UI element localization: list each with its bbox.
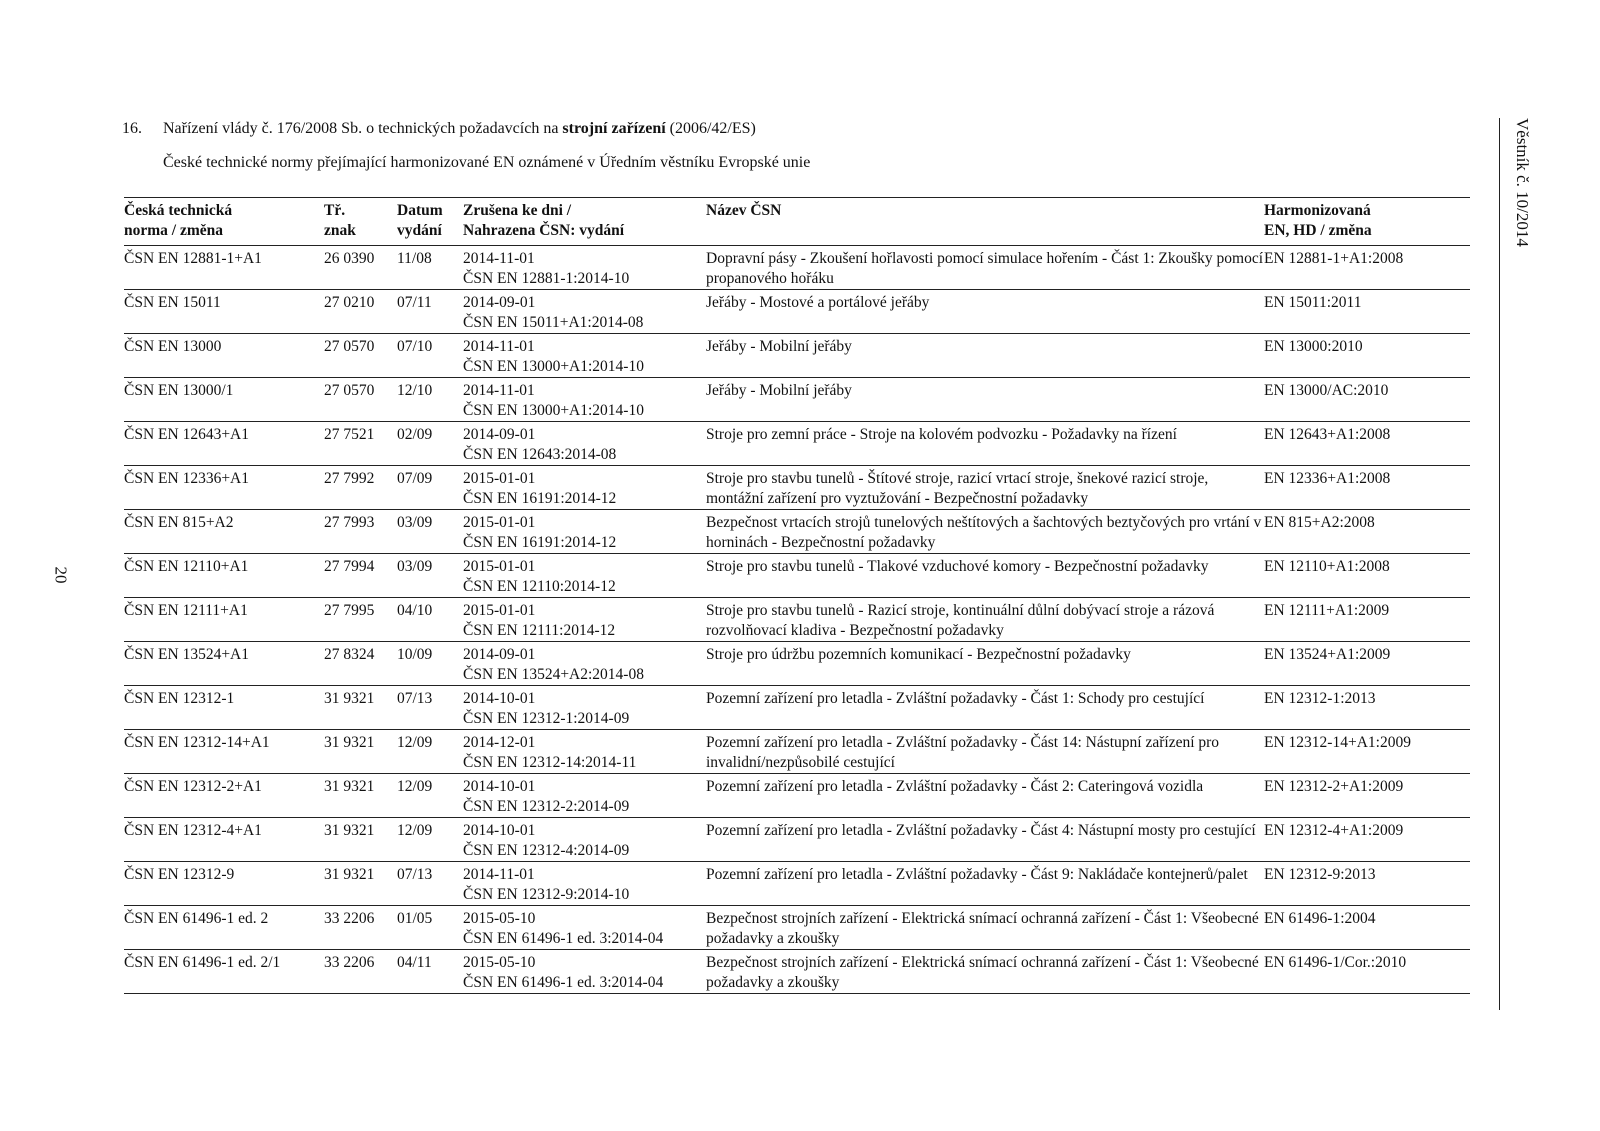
norm-cell: ČSN EN 12110+A1 — [124, 558, 249, 575]
title-cell: Pozemní zařízení pro letadla - Zvláštní požadavky - Část 2: Cateringová vozidla — [706, 778, 1204, 795]
harmonized-cell: EN 12336+A1:2008 — [1264, 470, 1391, 487]
class-cell: 27 7994 — [324, 558, 375, 575]
table-row — [124, 598, 1470, 642]
norm-cell: ČSN EN 12881-1+A1 — [124, 250, 262, 267]
replacement-cell: 2015-01-01 ČSN EN 12110:2014-12 — [463, 558, 616, 595]
harmonized-cell: EN 13524+A1:2009 — [1264, 646, 1391, 663]
class-cell: 27 7521 — [324, 426, 375, 443]
replacement-cell: 2014-09-01 ČSN EN 15011+A1:2014-08 — [463, 294, 644, 331]
harmonized-cell: EN 12312-14+A1:2009 — [1264, 734, 1411, 751]
class-cell: 33 2206 — [324, 954, 375, 971]
replacement-cell: 2014-10-01 ČSN EN 12312-1:2014-09 — [463, 690, 630, 727]
norm-cell: ČSN EN 13000/1 — [124, 382, 234, 399]
norm-cell: ČSN EN 815+A2 — [124, 514, 234, 531]
replacement-cell: 2015-01-01 ČSN EN 16191:2014-12 — [463, 514, 617, 551]
table-row — [124, 862, 1470, 906]
date-cell: 07/11 — [397, 294, 432, 311]
title-cell: Stroje pro stavbu tunelů - Tlakové vzduchové komory - Bezpečnostní požadavky — [706, 558, 1209, 575]
harmonized-cell: EN 13000:2010 — [1264, 338, 1363, 355]
date-cell: 07/13 — [397, 690, 433, 707]
page-number: 20 — [51, 566, 71, 584]
replacement-cell: 2014-09-01 ČSN EN 12643:2014-08 — [463, 426, 617, 463]
norm-cell: ČSN EN 12336+A1 — [124, 470, 249, 487]
table-row — [124, 466, 1470, 510]
table-row — [124, 554, 1470, 598]
norm-cell: ČSN EN 12111+A1 — [124, 602, 248, 619]
date-cell: 10/09 — [397, 646, 433, 663]
harmonized-cell: EN 12312-1:2013 — [1264, 690, 1376, 707]
date-cell: 01/05 — [397, 910, 433, 927]
date-cell: 03/09 — [397, 514, 433, 531]
col-header-norm: Česká technická norma / změna — [124, 202, 233, 239]
side-rule — [1499, 118, 1500, 1010]
title-cell: Jeřáby - Mobilní jeřáby — [706, 338, 852, 355]
norm-cell: ČSN EN 15011 — [124, 294, 221, 311]
class-cell: 31 9321 — [324, 822, 375, 839]
replacement-cell: 2015-05-10 ČSN EN 61496-1 ed. 3:2014-04 — [463, 910, 664, 947]
harmonized-cell: EN 15011:2011 — [1264, 294, 1362, 311]
title-cell: Pozemní zařízení pro letadla - Zvláštní požadavky - Část 4: Nástupní mosty pro cestující — [706, 822, 1256, 839]
class-cell: 27 0570 — [324, 338, 375, 355]
date-cell: 12/09 — [397, 822, 433, 839]
replacement-cell: 2014-11-01 ČSN EN 12881-1:2014-10 — [463, 250, 630, 287]
date-cell: 07/10 — [397, 338, 433, 355]
table-row — [124, 246, 1470, 290]
table-row — [124, 906, 1470, 950]
harmonized-cell: EN 12110+A1:2008 — [1264, 558, 1390, 575]
date-cell: 03/09 — [397, 558, 433, 575]
table-row — [124, 730, 1470, 774]
class-cell: 27 7995 — [324, 602, 375, 619]
section-subheading: České technické normy přejímající harmonizované EN oznámené v Úředním věstníku Evropské unie — [163, 154, 811, 171]
class-cell: 27 7992 — [324, 470, 375, 487]
norm-cell: ČSN EN 61496-1 ed. 2 — [124, 910, 269, 927]
class-cell: 27 0210 — [324, 294, 375, 311]
norm-cell: ČSN EN 12643+A1 — [124, 426, 249, 443]
table-row — [124, 818, 1470, 862]
title-cell: Pozemní zařízení pro letadla - Zvláštní požadavky - Část 14: Nástupní zařízení pro invalidní/nezpůsobilé cestující — [706, 734, 1220, 771]
table-header-row — [124, 198, 1470, 246]
replacement-cell: 2014-10-01 ČSN EN 12312-2:2014-09 — [463, 778, 630, 815]
title-cell: Dopravní pásy - Zkoušení hořlavosti pomocí simulace hořením - Část 1: Zkoušky pomocí propanového hořáku — [706, 250, 1264, 287]
table-row — [124, 422, 1470, 466]
norm-cell: ČSN EN 13524+A1 — [124, 646, 249, 663]
harmonized-cell: EN 12111+A1:2009 — [1264, 602, 1390, 619]
class-cell: 27 0570 — [324, 382, 375, 399]
date-cell: 07/13 — [397, 866, 433, 883]
replacement-cell: 2015-01-01 ČSN EN 12111:2014-12 — [463, 602, 616, 639]
class-cell: 33 2206 — [324, 910, 375, 927]
section-number: 16. — [122, 120, 142, 137]
title-cell: Jeřáby - Mostové a portálové jeřáby — [706, 294, 930, 311]
date-cell: 11/08 — [397, 250, 432, 267]
table-row — [124, 334, 1470, 378]
date-cell: 07/09 — [397, 470, 433, 487]
col-header-class: Tř. znak — [324, 202, 356, 239]
replacement-cell: 2014-09-01 ČSN EN 13524+A2:2014-08 — [463, 646, 644, 683]
replacement-cell: 2015-05-10 ČSN EN 61496-1 ed. 3:2014-04 — [463, 954, 664, 991]
col-header-title: Název ČSN — [706, 202, 782, 219]
norm-cell: ČSN EN 61496-1 ed. 2/1 — [124, 954, 281, 971]
replacement-cell: 2014-11-01 ČSN EN 12312-9:2014-10 — [463, 866, 630, 903]
title-cell: Jeřáby - Mobilní jeřáby — [706, 382, 852, 399]
col-header-replacement: Zrušena ke dni / Nahrazena ČSN: vydání — [463, 202, 625, 239]
replacement-cell: 2014-10-01 ČSN EN 12312-4:2014-09 — [463, 822, 630, 859]
date-cell: 12/10 — [397, 382, 433, 399]
title-cell: Bezpečnost strojních zařízení - Elektrická snímací ochranná zařízení - Část 1: Všeobecné požadavky a zkoušky — [706, 954, 1259, 991]
title-cell: Bezpečnost vrtacích strojů tunelových neštítových a šachtových beztyčových pro vrtání v horninách - Bezpečnostní požadavky — [706, 514, 1262, 551]
heading-text: Nařízení vlády č. 176/2008 Sb. o technických požadavcích na — [163, 120, 559, 137]
title-cell: Stroje pro údržbu pozemních komunikací - Bezpečnostní požadavky — [706, 646, 1131, 663]
replacement-cell: 2014-11-01 ČSN EN 13000+A1:2014-10 — [463, 382, 644, 419]
class-cell: 31 9321 — [324, 778, 375, 795]
col-header-date: Datum vydání — [397, 202, 443, 239]
table-row — [124, 378, 1470, 422]
class-cell: 31 9321 — [324, 866, 375, 883]
table-row — [124, 950, 1470, 994]
replacement-cell: 2014-12-01 ČSN EN 12312-14:2014-11 — [463, 734, 637, 771]
date-cell: 02/09 — [397, 426, 433, 443]
norm-cell: ČSN EN 12312-1 — [124, 690, 235, 707]
harmonized-cell: EN 815+A2:2008 — [1264, 514, 1375, 531]
class-cell: 27 7993 — [324, 514, 375, 531]
col-header-harmonized: Harmonizovaná EN, HD / změna — [1264, 202, 1372, 239]
harmonized-cell: EN 12312-2+A1:2009 — [1264, 778, 1404, 795]
norm-cell: ČSN EN 12312-14+A1 — [124, 734, 270, 751]
table-row — [124, 774, 1470, 818]
table-row — [124, 510, 1470, 554]
date-cell: 04/11 — [397, 954, 432, 971]
class-cell: 31 9321 — [324, 734, 375, 751]
title-cell: Pozemní zařízení pro letadla - Zvláštní požadavky - Část 1: Schody pro cestující — [706, 690, 1205, 707]
norm-cell: ČSN EN 12312-9 — [124, 866, 235, 883]
harmonized-cell: EN 12312-9:2013 — [1264, 866, 1376, 883]
replacement-cell: 2015-01-01 ČSN EN 16191:2014-12 — [463, 470, 617, 507]
harmonized-cell: EN 12881-1+A1:2008 — [1264, 250, 1404, 267]
title-cell: Stroje pro stavbu tunelů - Razicí stroje, kontinuální důlní dobývací stroje a rázová rozvolňovací kladiva - Bezpečnostní požadavky — [706, 602, 1215, 639]
norm-cell: ČSN EN 12312-4+A1 — [124, 822, 262, 839]
heading-directive: (2006/42/ES) — [669, 120, 756, 137]
norm-cell: ČSN EN 13000 — [124, 338, 222, 355]
table-row — [124, 686, 1470, 730]
harmonized-cell: EN 61496-1/Cor.:2010 — [1264, 954, 1407, 971]
section-heading — [122, 120, 756, 138]
standards-table — [124, 197, 1470, 994]
table-row — [124, 290, 1470, 334]
replacement-cell: 2014-11-01 ČSN EN 13000+A1:2014-10 — [463, 338, 644, 375]
date-cell: 12/09 — [397, 778, 433, 795]
table-row — [124, 642, 1470, 686]
title-cell: Bezpečnost strojních zařízení - Elektrická snímací ochranná zařízení - Část 1: Všeobecné požadavky a zkoušky — [706, 910, 1259, 947]
date-cell: 04/10 — [397, 602, 433, 619]
harmonized-cell: EN 13000/AC:2010 — [1264, 382, 1389, 399]
class-cell: 26 0390 — [324, 250, 375, 267]
title-cell: Stroje pro stavbu tunelů - Štítové stroje, razicí vrtací stroje, šnekové razicí stroje, montážní zařízení pro vyztužování - Bezpečnostní požadavky — [706, 470, 1209, 507]
norm-cell: ČSN EN 12312-2+A1 — [124, 778, 262, 795]
harmonized-cell: EN 61496-1:2004 — [1264, 910, 1376, 927]
harmonized-cell: EN 12643+A1:2008 — [1264, 426, 1391, 443]
class-cell: 31 9321 — [324, 690, 375, 707]
date-cell: 12/09 — [397, 734, 433, 751]
class-cell: 27 8324 — [324, 646, 375, 663]
heading-bold-text: strojní zařízení — [562, 120, 666, 137]
side-journal-title: Věstník č. 10/2014 — [1513, 118, 1532, 247]
harmonized-cell: EN 12312-4+A1:2009 — [1264, 822, 1404, 839]
title-cell: Stroje pro zemní práce - Stroje na kolovém podvozku - Požadavky na řízení — [706, 426, 1177, 443]
title-cell: Pozemní zařízení pro letadla - Zvláštní požadavky - Část 9: Nakládače kontejnerů/palet — [706, 866, 1248, 883]
